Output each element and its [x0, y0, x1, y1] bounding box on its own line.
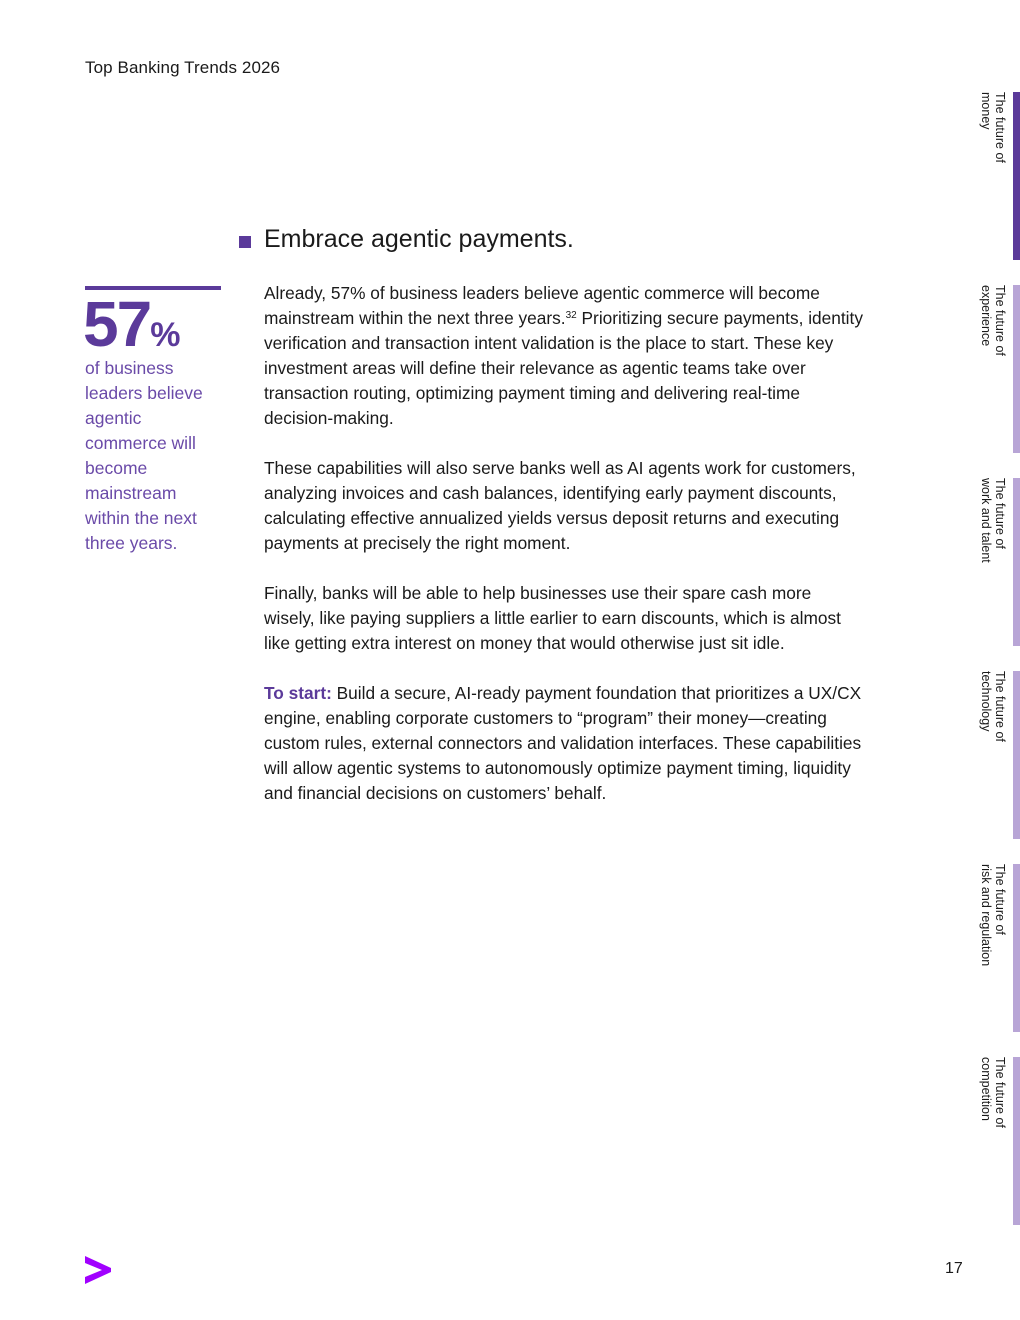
nav-tab-label: The future of work and talent [979, 478, 1007, 563]
nav-tab-experience[interactable] [960, 285, 1020, 453]
to-start-label: To start: [264, 683, 332, 703]
nav-tab-risk-and-regulation[interactable] [960, 864, 1020, 1032]
callout-description: of business leaders believe agentic commerce will become mainstream within the next three years. [85, 358, 203, 553]
nav-tab-competition[interactable] [960, 1057, 1020, 1225]
footnote-ref[interactable]: 32 [565, 310, 577, 321]
nav-tab-indicator [1013, 1057, 1020, 1225]
nav-tab-indicator [1013, 285, 1020, 453]
nav-tab-money[interactable] [960, 92, 1020, 260]
section-body [264, 281, 864, 831]
nav-tab-label: The future of competition [979, 1057, 1007, 1128]
section-heading: Embrace agentic payments. [264, 225, 574, 253]
paragraph-4: To start: Build a secure, AI-ready payment foundation that prioritizes a UX/CX engine, enabling corporate customers to “program” their money—creating custom rules, external connectors and validation interfaces. These capabilities will allow agentic systems to autonomously optimize payment timing, liquidity and financial decisions on customers’ behalf. [264, 683, 862, 803]
document-title: Top Banking Trends 2026 [85, 58, 281, 77]
nav-tab-indicator [1013, 478, 1020, 646]
nav-tab-indicator [1013, 864, 1020, 1032]
nav-tab-technology[interactable] [960, 671, 1020, 839]
nav-tab-indicator [1013, 92, 1020, 260]
callout-stat-percent: % [150, 316, 181, 354]
nav-tab-work-and-talent[interactable] [960, 478, 1020, 646]
page-number: 17 [945, 1260, 963, 1277]
accenture-chevron-icon [85, 1256, 111, 1284]
nav-tab-label: The future of risk and regulation [979, 864, 1007, 967]
nav-tab-label: The future of money [979, 92, 1007, 163]
paragraph-2: These capabilities will also serve banks well as AI agents work for customers, analyzing invoices and cash balances, identifying early payment discounts, calculating effective annualized yields versus deposit returns and executing payments at precisely the right moment. [264, 458, 856, 553]
nav-tab-indicator [1013, 671, 1020, 839]
nav-tab-label: The future of experience [979, 285, 1007, 356]
callout-stat-number: 57 [83, 288, 151, 360]
callout-stat [83, 288, 181, 360]
nav-tab-label: The future of technology [979, 671, 1007, 742]
heading-bullet-icon [239, 236, 251, 248]
paragraph-1: Already, 57% of business leaders believe agentic commerce will become mainstream within the next three years.$^{32}$ Prioritizing secure payments, identity verification and transaction intent validation is the place to start. These key investment areas will define their relevance as agentic teams take over transaction routing, optimizing payment timing and delivering real-time decision-making. [264, 283, 863, 428]
section-side-nav [960, 0, 1020, 1320]
paragraph-3: Finally, banks will be able to help businesses use their spare cash more wisely, like paying suppliers a little earlier to earn discounts, which is almost like getting extra interest on money that would otherwise just sit idle. [264, 583, 841, 653]
